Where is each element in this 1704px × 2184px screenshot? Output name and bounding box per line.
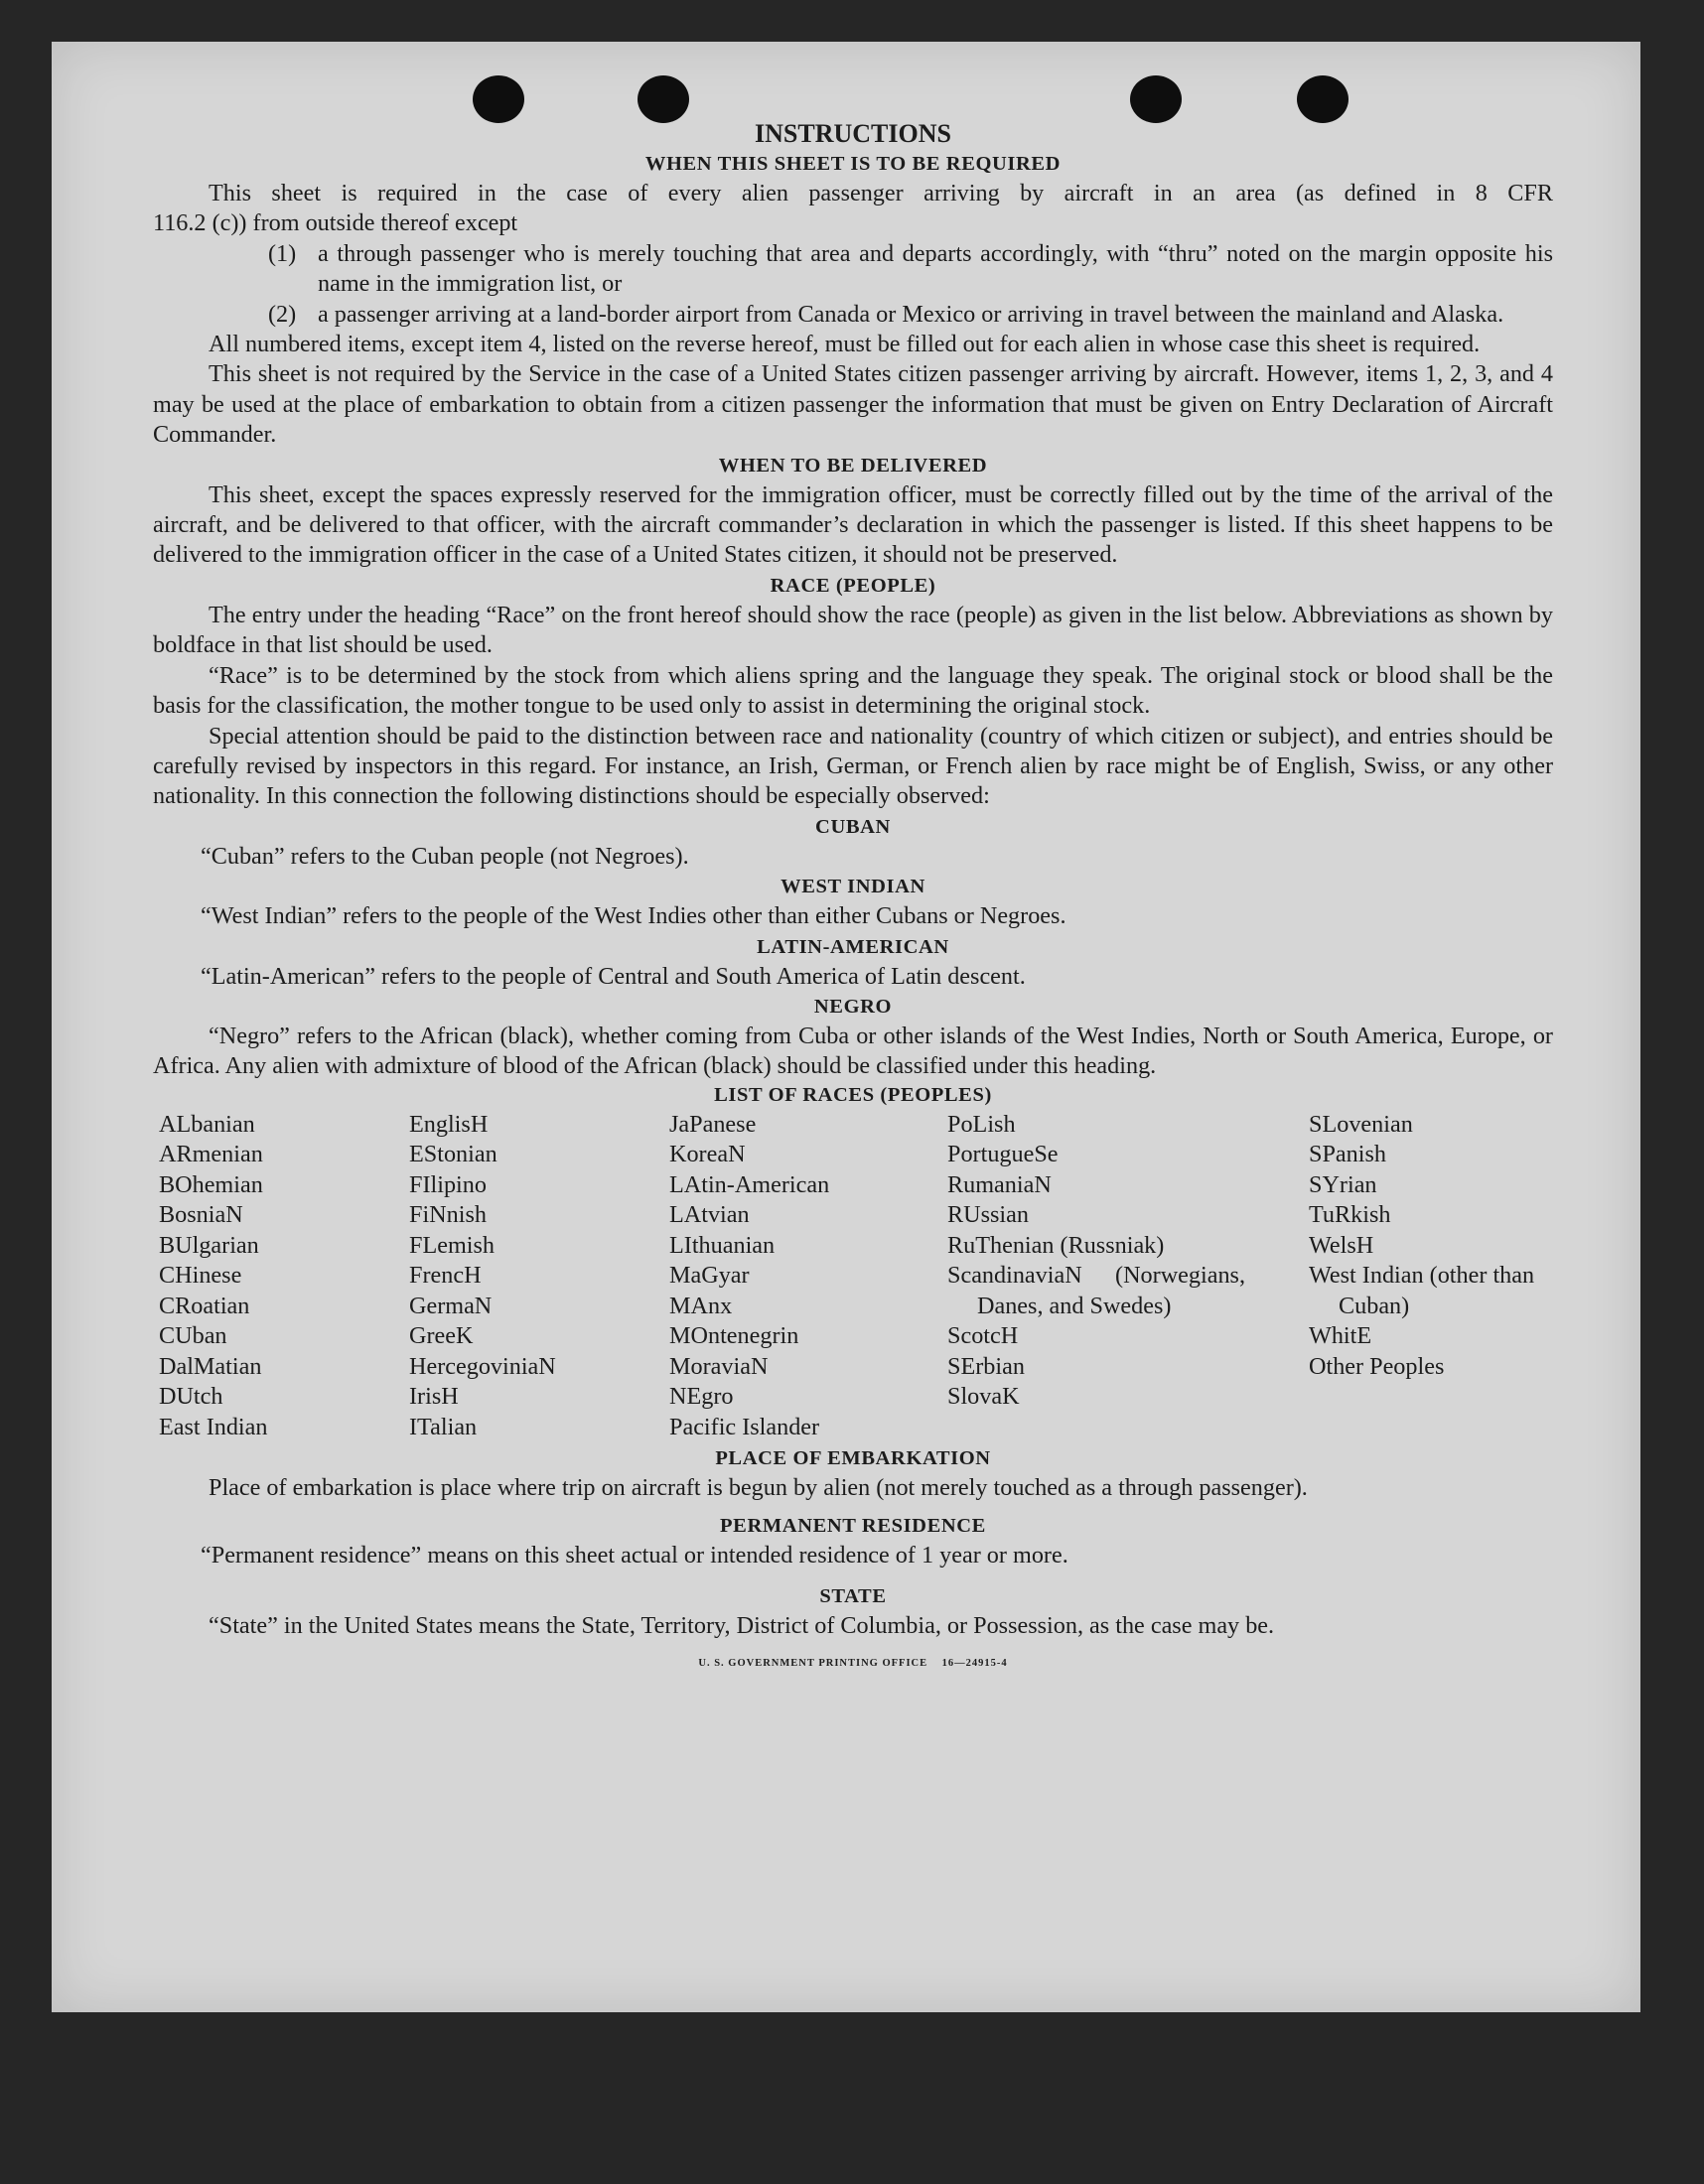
race-entry: SErbian	[947, 1352, 1025, 1380]
para-race-nationality: Special attention should be paid to the distinction between race and nationality (country of which citizen or subject), and entries should be carefully revised by inspectors in this regard. For instance, an Irish, German, or French alien by race might be of English, Swiss, or any other nationality. In this connection the following distinctions should be especially observed:	[153, 722, 1553, 810]
printing-office-footer: U. S. GOVERNMENT PRINTING OFFICE 16—24915-4	[698, 1657, 1008, 1669]
race-entry: KoreaN	[669, 1141, 746, 1168]
definition-west-indian: “West Indian” refers to the people of the West Indies other than either Cubans or Negroes.	[201, 902, 1066, 930]
race-entry: MoraviaN	[669, 1352, 769, 1380]
exception-item	[268, 300, 1553, 330]
race-entry: ITalian	[409, 1413, 478, 1440]
page-title: INSTRUCTIONS	[755, 119, 951, 148]
race-entry: ScotcH	[947, 1322, 1019, 1350]
exception-item	[268, 239, 1553, 300]
races-column-1	[159, 1110, 267, 1443]
heading-residence: PERMANENT RESIDENCE	[720, 1515, 986, 1538]
heading-race: RACE (PEOPLE)	[770, 574, 936, 597]
definition-latin-american: “Latin-American” refers to the people of Central and South America of Latin descent.	[201, 962, 1026, 990]
race-entry: DUtch	[159, 1383, 223, 1411]
para-delivered: This sheet, except the spaces expressly reserved for the immigration officer, must be correctly filled out by the time of the arrival of the aircraft, and be delivered to that officer, with the aircraft commander’s declaration in which the passenger is listed. If this sheet happens to be delivered to the immigration officer in the case of a United States citizen, it should not be preserved.	[153, 480, 1553, 569]
race-entry: LAtin-American	[669, 1170, 830, 1198]
race-entry: ALbanian	[159, 1110, 255, 1138]
definition-embarkation: Place of embarkation is place where trip on aircraft is begun by alien (not merely touched as a through passenger).	[209, 1473, 1308, 1501]
heading-embarkation: PLACE OF EMBARKATION	[715, 1446, 991, 1469]
race-entry: FLemish	[409, 1231, 496, 1259]
race-entry: MaGyar	[669, 1262, 750, 1290]
heading-when-delivered: WHEN TO BE DELIVERED	[718, 454, 988, 477]
race-entry: SLovenian	[1309, 1110, 1413, 1138]
race-entry: PoLish	[947, 1110, 1016, 1138]
race-entry: Pacific Islander	[669, 1413, 820, 1440]
race-entry: East Indian	[159, 1413, 268, 1440]
item-text: a through passenger who is merely touching that area and departs accordingly, with “thru” noted on the margin opposite his name in the immigration list, or	[318, 239, 1553, 298]
race-entry: PortugueSe	[947, 1141, 1059, 1168]
race-entry: JaPanese	[669, 1110, 757, 1138]
race-entry: MOntenegrin	[669, 1322, 799, 1350]
race-entry: FrencH	[409, 1262, 482, 1290]
instructions-content	[153, 119, 1553, 1679]
heading-west-indian: WEST INDIAN	[781, 876, 925, 898]
heading-negro: NEGRO	[813, 995, 893, 1018]
para-race-entry: The entry under the heading “Race” on the front hereof should show the race (people) as given in the list below. Abbreviations as shown by boldface in that list should be used.	[153, 601, 1553, 659]
race-entry: FiNnish	[409, 1201, 487, 1229]
race-entry: EnglisH	[409, 1110, 489, 1138]
races-column-2	[409, 1110, 556, 1443]
race-entry: SYrian	[1309, 1170, 1377, 1198]
race-entry: BosniaN	[159, 1201, 243, 1229]
race-entry: IrisH	[409, 1383, 459, 1411]
para-required-line2: 116.2 (c)) from outside thereof except	[153, 209, 518, 237]
heading-state: STATE	[819, 1584, 887, 1607]
definition-residence: “Permanent residence” means on this sheet actual or intended residence of 1 year or more.	[201, 1542, 1068, 1570]
heading-when-required: WHEN THIS SHEET IS TO BE REQUIRED	[644, 153, 1062, 175]
races-column-4	[947, 1110, 1245, 1413]
race-entry: RumaniaN	[947, 1170, 1052, 1198]
race-entry: MAnx	[669, 1292, 733, 1319]
race-entry: RUssian	[947, 1201, 1029, 1229]
races-column-5	[1309, 1110, 1557, 1383]
race-entry: DalMatian	[159, 1352, 262, 1380]
item-text: a passenger arriving at a land-border airport from Canada or Mexico or arriving in travel between the mainland and Alaska.	[318, 300, 1504, 328]
race-entry: TuRkish	[1309, 1201, 1391, 1229]
race-entry: SPanish	[1309, 1141, 1386, 1168]
race-entry: EStonian	[409, 1141, 497, 1168]
definition-state: “State” in the United States means the State, Territory, District of Columbia, or Possession, as the case may be.	[209, 1611, 1275, 1639]
punch-hole	[1130, 75, 1182, 123]
race-entry: ARmenian	[159, 1141, 263, 1168]
punch-hole	[1297, 75, 1349, 123]
definition-negro: “Negro” refers to the African (black), whether coming from Cuba or other islands of the West Indies, North or South America, Europe, or Africa. Any alien with admixture of blood of the African (black) should be classified under this heading.	[153, 1022, 1553, 1080]
race-entry: WhitE	[1309, 1322, 1372, 1350]
para-required-line1: This sheet is required in the case of every alien passenger arriving by aircraft in an area (as defined in 8 CFR	[209, 180, 1553, 206]
races-list	[153, 1110, 1553, 1443]
race-entry: CRoatian	[159, 1292, 250, 1319]
definition-cuban: “Cuban” refers to the Cuban people (not Negroes).	[201, 842, 689, 870]
heading-cuban: CUBAN	[815, 815, 891, 838]
para-numbered-items: All numbered items, except item 4, listed on the reverse hereof, must be filled out for each alien in whose case this sheet is required.	[209, 331, 1481, 358]
race-entry: WelsH	[1309, 1231, 1374, 1259]
race-entry: CUban	[159, 1322, 227, 1350]
race-entry: BOhemian	[159, 1170, 263, 1198]
race-entry: GermaN	[409, 1292, 493, 1319]
race-entry: ScandinaviaN (Norwegians, Danes, and Swedes)	[947, 1262, 1245, 1319]
race-entry: FIlipino	[409, 1170, 487, 1198]
race-entry: NEgro	[669, 1383, 734, 1411]
races-column-3	[669, 1110, 829, 1443]
document-sheet	[52, 42, 1640, 2012]
race-entry: SlovaK	[947, 1383, 1020, 1411]
para-race-stock: “Race” is to be determined by the stock from which aliens spring and the language they speak. The original stock or blood shall be the basis for the classification, the mother tongue to be used only to assist in determining the original stock.	[153, 661, 1553, 720]
race-entry: LIthuanian	[669, 1231, 776, 1259]
heading-list-of-races: LIST OF RACES (PEOPLES)	[714, 1083, 992, 1106]
race-entry: CHinese	[159, 1262, 242, 1290]
race-entry: GreeK	[409, 1322, 474, 1350]
para-citizen: This sheet is not required by the Service in the case of a United States citizen passenger arriving by aircraft. However, items 1, 2, 3, and 4 may be used at the place of embarkation to obtain from a citizen passenger the information that must be given on Entry Declaration of Aircraft Commander.	[153, 360, 1553, 449]
punch-hole	[473, 75, 524, 123]
race-entry: BUlgarian	[159, 1231, 259, 1259]
item-number: (2)	[268, 300, 297, 328]
race-entry: HercegoviniaN	[409, 1352, 556, 1380]
item-number: (1)	[268, 239, 297, 267]
race-entry: Other Peoples	[1309, 1352, 1445, 1380]
heading-latin-american: LATIN-AMERICAN	[757, 935, 949, 958]
punch-hole	[638, 75, 689, 123]
race-entry: West Indian (other than Cuban)	[1309, 1262, 1535, 1319]
race-entry: RuThenian (Russniak)	[947, 1231, 1165, 1259]
race-entry: LAtvian	[669, 1201, 750, 1229]
